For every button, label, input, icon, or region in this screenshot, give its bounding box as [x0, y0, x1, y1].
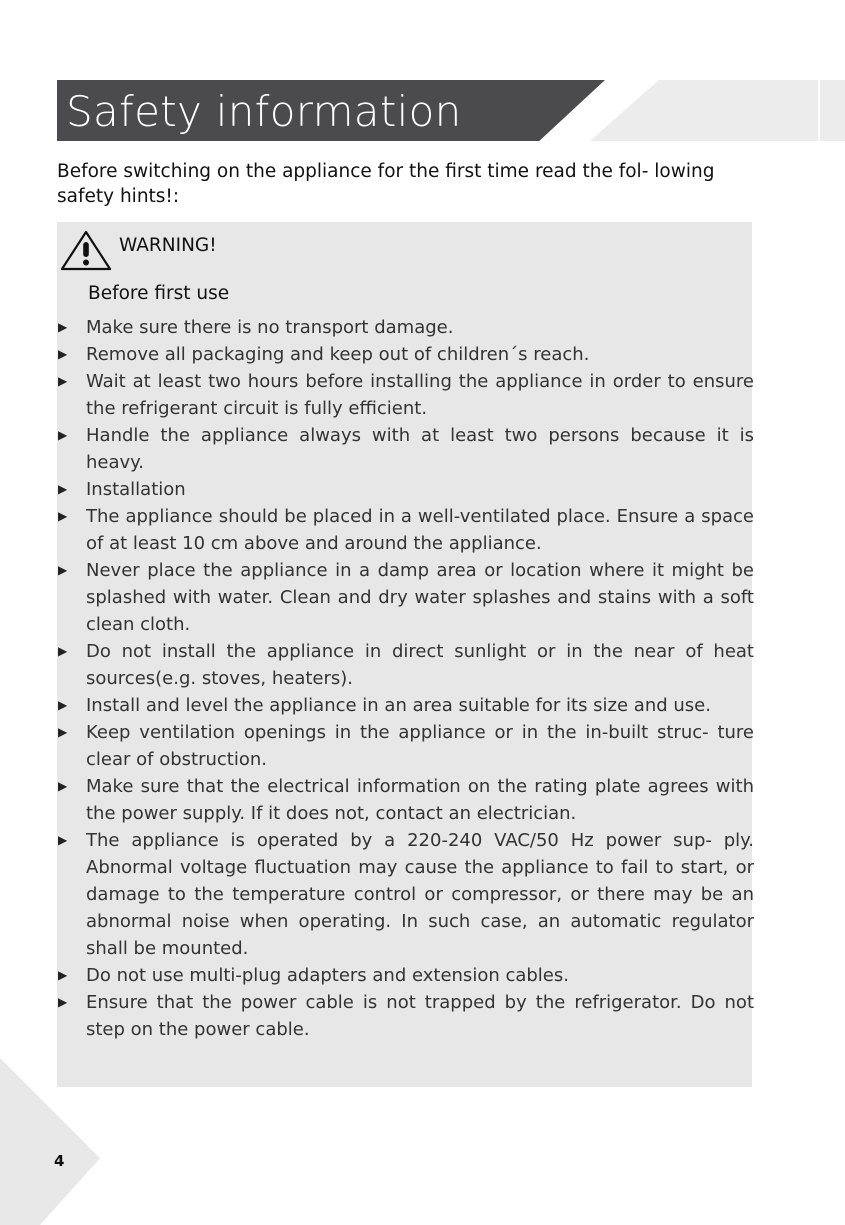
list-item	[57, 341, 754, 368]
list-item-text: Keep ventilation openings in the appliance or in the in-built struc- ture clear of obstruction.	[86, 722, 754, 770]
list-item-text: Installation	[86, 479, 186, 500]
bullet-arrow-icon: ▶	[58, 968, 68, 982]
list-item-text: Wait at least two hours before installing the appliance in order to ensure the refrigerant circuit is fully efficient.	[86, 371, 754, 419]
page-number: 4	[54, 1152, 65, 1170]
list-item	[57, 962, 754, 989]
list-item	[57, 368, 754, 422]
safety-list	[57, 314, 754, 1043]
bullet-arrow-icon: ▶	[58, 347, 68, 361]
list-item	[57, 773, 754, 827]
list-item	[57, 314, 754, 341]
list-item	[57, 557, 754, 638]
list-item-text: Do not install the appliance in direct sunlight or in the near of heat sources(e.g. stoves, heaters).	[86, 641, 754, 689]
list-item-text: Ensure that the power cable is not trapped by the refrigerator. Do not step on the power cable.	[86, 992, 754, 1040]
list-item	[57, 827, 754, 962]
list-item	[57, 989, 754, 1043]
bullet-arrow-icon: ▶	[58, 779, 68, 793]
list-item	[57, 503, 754, 557]
bullet-arrow-icon: ▶	[58, 428, 68, 442]
bullet-arrow-icon: ▶	[58, 698, 68, 712]
list-item-text: Do not use multi-plug adapters and extension cables.	[86, 965, 569, 986]
bullet-arrow-icon: ▶	[58, 374, 68, 388]
header-divider	[818, 80, 820, 141]
warning-triangle-icon	[60, 229, 112, 271]
bullet-arrow-icon: ▶	[58, 725, 68, 739]
bullet-arrow-icon: ▶	[58, 833, 68, 847]
list-item	[57, 476, 754, 503]
list-item	[57, 719, 754, 773]
list-item	[57, 422, 754, 476]
list-item-text: The appliance should be placed in a well-ventilated place. Ensure a space of at least 10 cm above and around the appliance.	[86, 506, 754, 554]
header-decoration	[590, 80, 845, 141]
intro-text: Before switching on the appliance for the first time read the fol- lowing safety hints!:	[57, 161, 715, 207]
section-subheading: Before first use	[88, 283, 230, 304]
bullet-arrow-icon: ▶	[58, 995, 68, 1009]
page-title: Safety information	[66, 87, 462, 136]
list-item-text: Make sure that the electrical information on the rating plate agrees with the power supply. If it does not, contact an electrician.	[86, 776, 754, 824]
list-item-text: Make sure there is no transport damage.	[86, 317, 454, 338]
warning-label: WARNING!	[119, 235, 217, 256]
list-item-text: The appliance is operated by a 220-240 VAC/50 Hz power sup- ply. Abnormal voltage fluctuation may cause the appliance to fail to start, or damage to the temperature control or compressor, or there may be an abnormal noise when operating. In such case, an automatic regulator shall be mounted.	[86, 830, 754, 959]
list-item-text: Handle the appliance always with at least two persons because it is heavy.	[86, 425, 754, 473]
list-item	[57, 638, 754, 692]
bullet-arrow-icon: ▶	[58, 320, 68, 334]
bullet-arrow-icon: ▶	[58, 644, 68, 658]
list-item-text: Install and level the appliance in an area suitable for its size and use.	[86, 695, 711, 716]
bullet-arrow-icon: ▶	[58, 563, 68, 577]
bullet-arrow-icon: ▶	[58, 509, 68, 523]
list-item	[57, 692, 754, 719]
bullet-arrow-icon: ▶	[58, 482, 68, 496]
list-item-text: Remove all packaging and keep out of children´s reach.	[86, 344, 590, 365]
list-item-text: Never place the appliance in a damp area or location where it might be splashed with water. Clean and dry water splashes and stains with a soft clean cloth.	[86, 560, 754, 635]
